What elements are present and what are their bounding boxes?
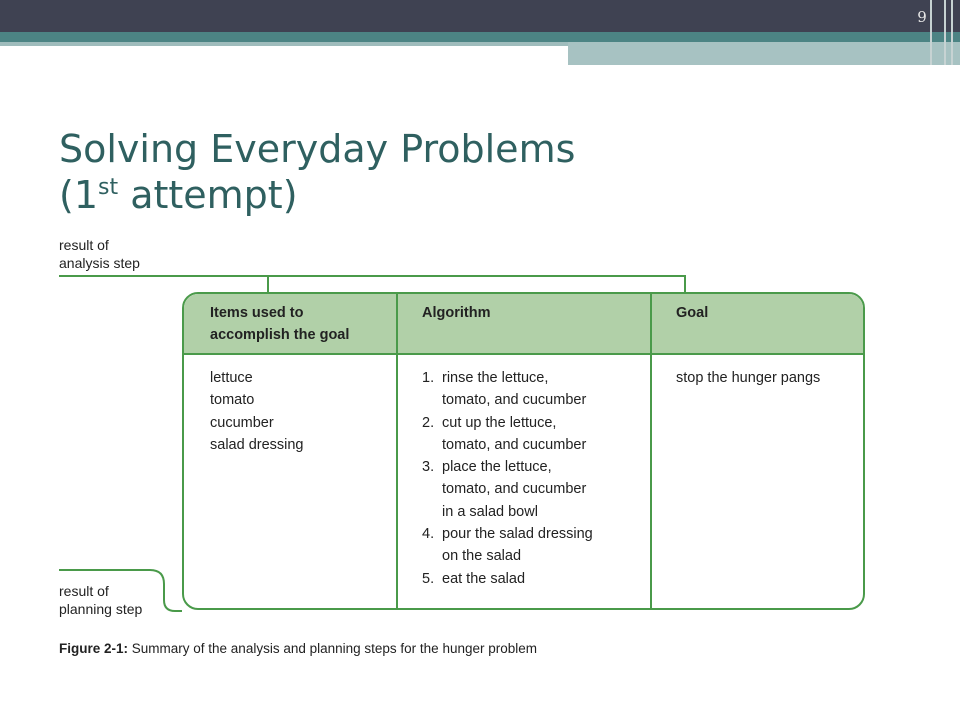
goal-cell: stop the hunger pangs [650, 355, 863, 608]
algorithm-step [422, 367, 650, 412]
item: tomato [210, 392, 255, 409]
step-text: tomato, and cucumber [442, 392, 587, 409]
planning-label-line-1: result of [59, 583, 109, 599]
planning-label-line-2: planning step [59, 601, 143, 617]
summary-table [182, 292, 865, 610]
analysis-label-line-2: analysis step [59, 255, 140, 271]
algorithm-step [422, 523, 650, 568]
items-cell [184, 355, 396, 608]
title-prefix: (1 [59, 173, 99, 217]
figure-caption [59, 641, 537, 656]
algorithm-step [422, 412, 650, 457]
caption-text: Summary of the analysis and planning steps for the hunger problem [128, 641, 537, 656]
header-items [184, 294, 396, 355]
step-text: on the salad [442, 548, 522, 565]
analysis-label-line-1: result of [59, 237, 109, 253]
step-number: 5. [422, 570, 435, 587]
analysis-connector [59, 276, 685, 292]
step-text: tomato, and cucumber [442, 481, 587, 498]
step-text: rinse the lettuce, [442, 370, 549, 386]
header-items-line-2: accomplish the goal [210, 327, 350, 343]
algorithm-step [422, 456, 650, 523]
algorithm-steps [422, 367, 650, 590]
algorithm-cell [396, 355, 650, 608]
title-line-1: Solving Everyday Problems [59, 127, 576, 171]
step-text: eat the salad [442, 570, 526, 587]
header-algorithm: Algorithm [396, 294, 650, 355]
step-number: 4. [422, 526, 435, 543]
caption-label: Figure 2-1: [59, 641, 129, 656]
step-text: tomato, and cucumber [442, 436, 587, 453]
planning-step-label [59, 582, 142, 618]
item: cucumber [210, 414, 274, 431]
step-text: cut up the lettuce, [442, 414, 557, 431]
step-number: 2. [422, 414, 435, 431]
step-number: 1. [422, 370, 435, 386]
step-text: pour the salad dressing [442, 526, 593, 543]
title-superscript: st [98, 175, 119, 200]
step-number: 3. [422, 459, 435, 476]
header-goal: Goal [650, 294, 863, 355]
analysis-step-label [59, 236, 140, 272]
header-items-line-1: Items used to [210, 305, 304, 321]
item: salad dressing [210, 436, 304, 453]
step-text: place the lettuce, [442, 459, 552, 476]
step-text: in a salad bowl [442, 503, 538, 520]
title-suffix: attempt) [118, 173, 298, 217]
item: lettuce [210, 370, 253, 386]
slide-number: 9 [917, 8, 927, 26]
algorithm-step [422, 568, 650, 590]
